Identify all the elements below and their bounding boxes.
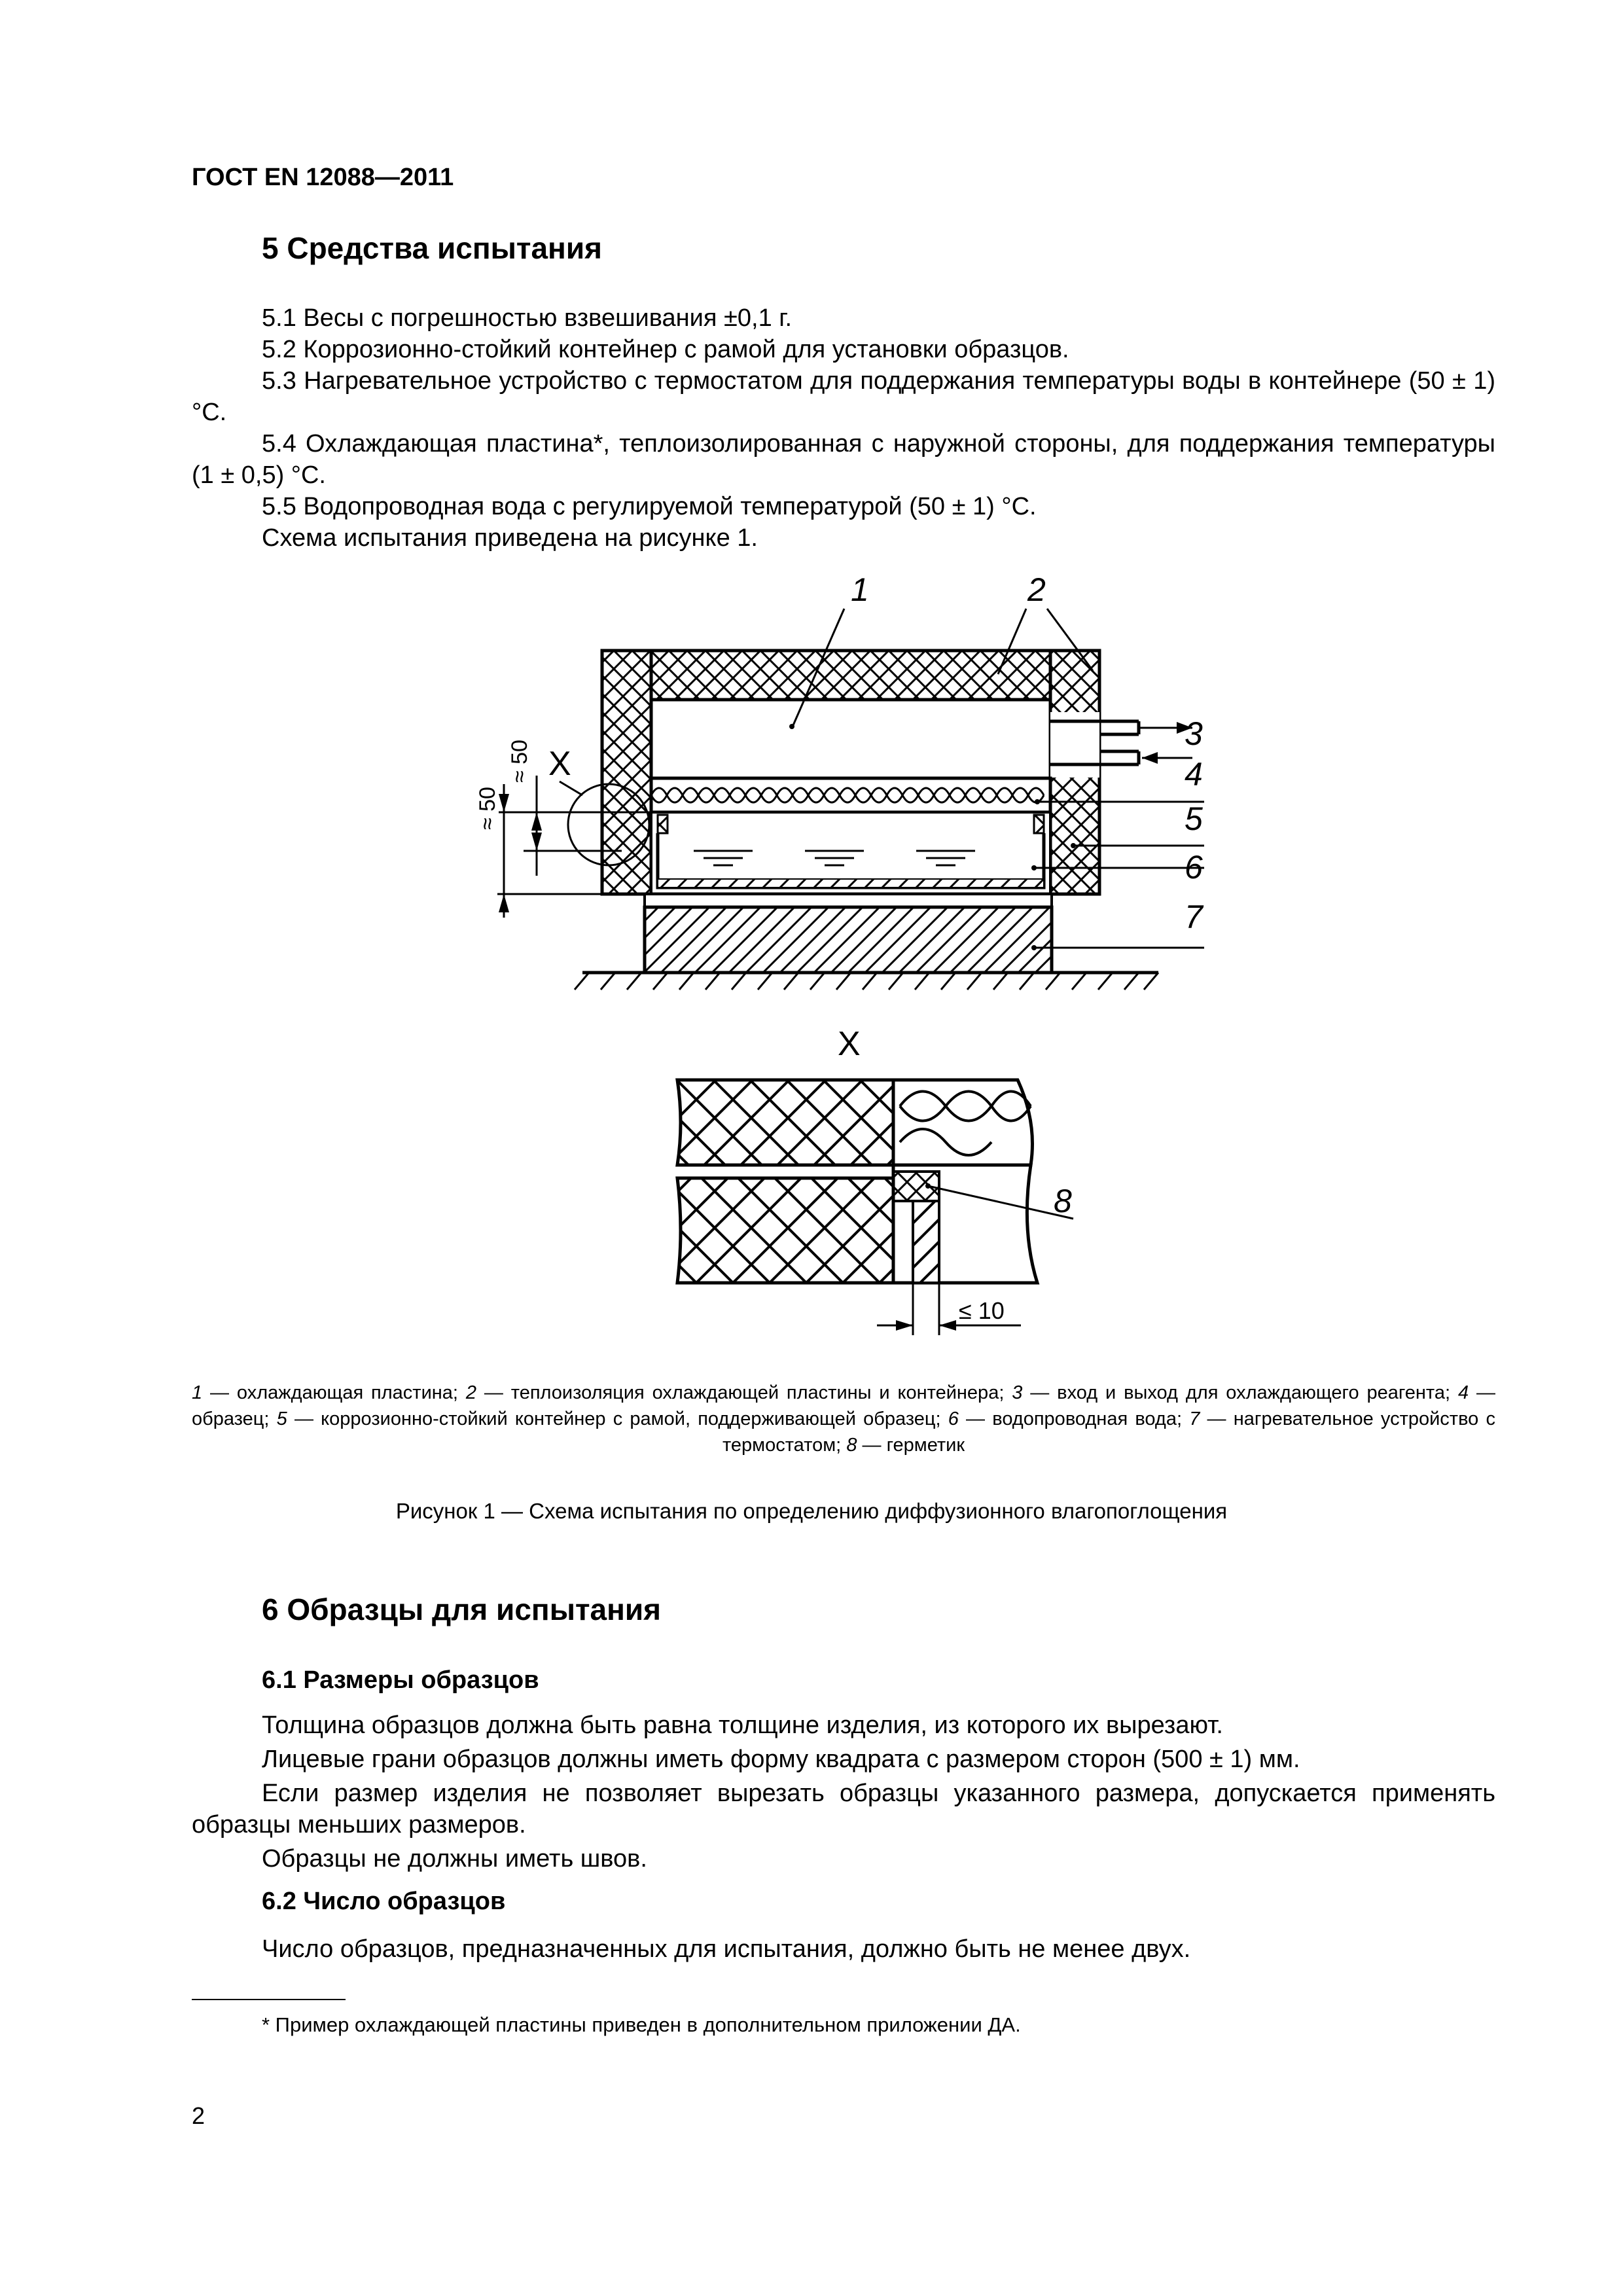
callout-3: 3 [1185, 715, 1203, 752]
dimension-outer: ≈ 50 [475, 787, 500, 830]
callout-6: 6 [1185, 849, 1203, 886]
item-5-3-text: 5.3 Нагревательное устройство с термостатом для поддержания температуры воды в контейнере (50 ± 1) °С. [192, 367, 1495, 426]
legend-num-7: 7 [1189, 1408, 1200, 1429]
legend-num-2: 2 [465, 1382, 476, 1403]
legend-num-8: 8 [846, 1435, 857, 1456]
callout-7: 7 [1185, 899, 1203, 935]
detail-callout-x: X [548, 745, 571, 783]
item-5-1-text: 5.1 Весы с погрешностью взвешивания ±0,1 г. [262, 304, 793, 332]
paragraph-6-2-a-text: Число образцов, предназначенных для испытания, должно быть не менее двух. [262, 1935, 1191, 1963]
callout-8: 8 [1054, 1183, 1072, 1219]
item-5-5-text: 5.5 Водопроводная вода с регулируемой температурой (50 ± 1) °С. [262, 493, 1037, 520]
legend-num-1: 1 [192, 1382, 203, 1403]
legend-num-3: 3 [1012, 1382, 1023, 1403]
scheme-note-text: Схема испытания приведена на рисунке 1. [262, 524, 758, 552]
dimension-gap: ≤ 10 [959, 1297, 1005, 1324]
subsection-6-2-title: 6.2 Число образцов [262, 1888, 506, 1915]
main-schematic [475, 571, 1204, 990]
footnote: * Пример охлаждающей пластины приведен в дополнительном приложении ДА. [262, 2013, 1021, 2036]
subsection-6-1-title: 6.1 Размеры образцов [262, 1666, 539, 1694]
page-number: 2 [192, 2102, 205, 2129]
legend-text-5: — коррозионно-стойкий контейнер с рамой, поддерживающей образец; [287, 1408, 948, 1429]
document-code: ГОСТ EN 12088—2011 [192, 164, 454, 191]
callout-4: 4 [1185, 756, 1203, 793]
paragraph-6-2-a [192, 1933, 1495, 1965]
legend-num-5: 5 [276, 1408, 287, 1429]
detail-x [677, 1025, 1073, 1335]
section-5-title: 5 Средства испытания [262, 231, 602, 265]
paragraph-6-1-b-text: Лицевые грани образцов должны иметь форму квадрата с размером сторон (500 ± 1) мм. [262, 1746, 1300, 1773]
legend-text-6: — водопроводная вода; [958, 1408, 1190, 1429]
legend-num-6: 6 [948, 1408, 959, 1429]
figure-legend [192, 1380, 1495, 1458]
legend-text-1: — охлаждающая пластина; [202, 1382, 466, 1403]
legend-text-4: — образец; [192, 1382, 1495, 1429]
callout-5: 5 [1185, 800, 1203, 837]
figure-caption: Рисунок 1 — Схема испытания по определению диффузионного влагопоглощения [395, 1499, 1228, 1523]
dimension-inner: ≈ 50 [507, 740, 532, 783]
section-6-title: 6 Образцы для испытания [262, 1592, 661, 1626]
footnote-rule [192, 1999, 346, 2000]
paragraph-6-1-c-text: Если размер изделия не позволяет вырезать образцы указанного размера, допускается применять образцы меньших размеров. [192, 1780, 1495, 1839]
paragraph-6-1-a-text: Толщина образцов должна быть равна толщине изделия, из которого их вырезают. [262, 1712, 1223, 1739]
callout-1: 1 [851, 571, 869, 608]
legend-text-8: — герметик [857, 1435, 965, 1456]
callout-2: 2 [1027, 571, 1046, 608]
paragraph-6-1-b [192, 1744, 1495, 1775]
legend-text-7: — нагревательное устройство с термостатом; [722, 1408, 1495, 1456]
paragraph-6-1-d-text: Образцы не должны иметь швов. [262, 1845, 647, 1873]
paragraph-6-1-a [192, 1710, 1495, 1741]
legend-num-4: 4 [1457, 1382, 1469, 1403]
item-5-4-text: 5.4 Охлаждающая пластина*, теплоизолированная с наружной стороны, для поддержания температуры (1 ± 0,5) °С. [192, 430, 1495, 489]
legend-text-3: — вход и выход для охлаждающего реагента; [1022, 1382, 1458, 1403]
item-5-2-text: 5.2 Коррозионно-стойкий контейнер с рамой для установки образцов. [262, 336, 1069, 363]
detail-x-title: X [838, 1025, 861, 1063]
legend-text-2: — теплоизоляция охлаждающей пластины и контейнера; [476, 1382, 1012, 1403]
paragraph-6-1-d [192, 1843, 1495, 1874]
paragraph-6-1-c [192, 1778, 1495, 1840]
